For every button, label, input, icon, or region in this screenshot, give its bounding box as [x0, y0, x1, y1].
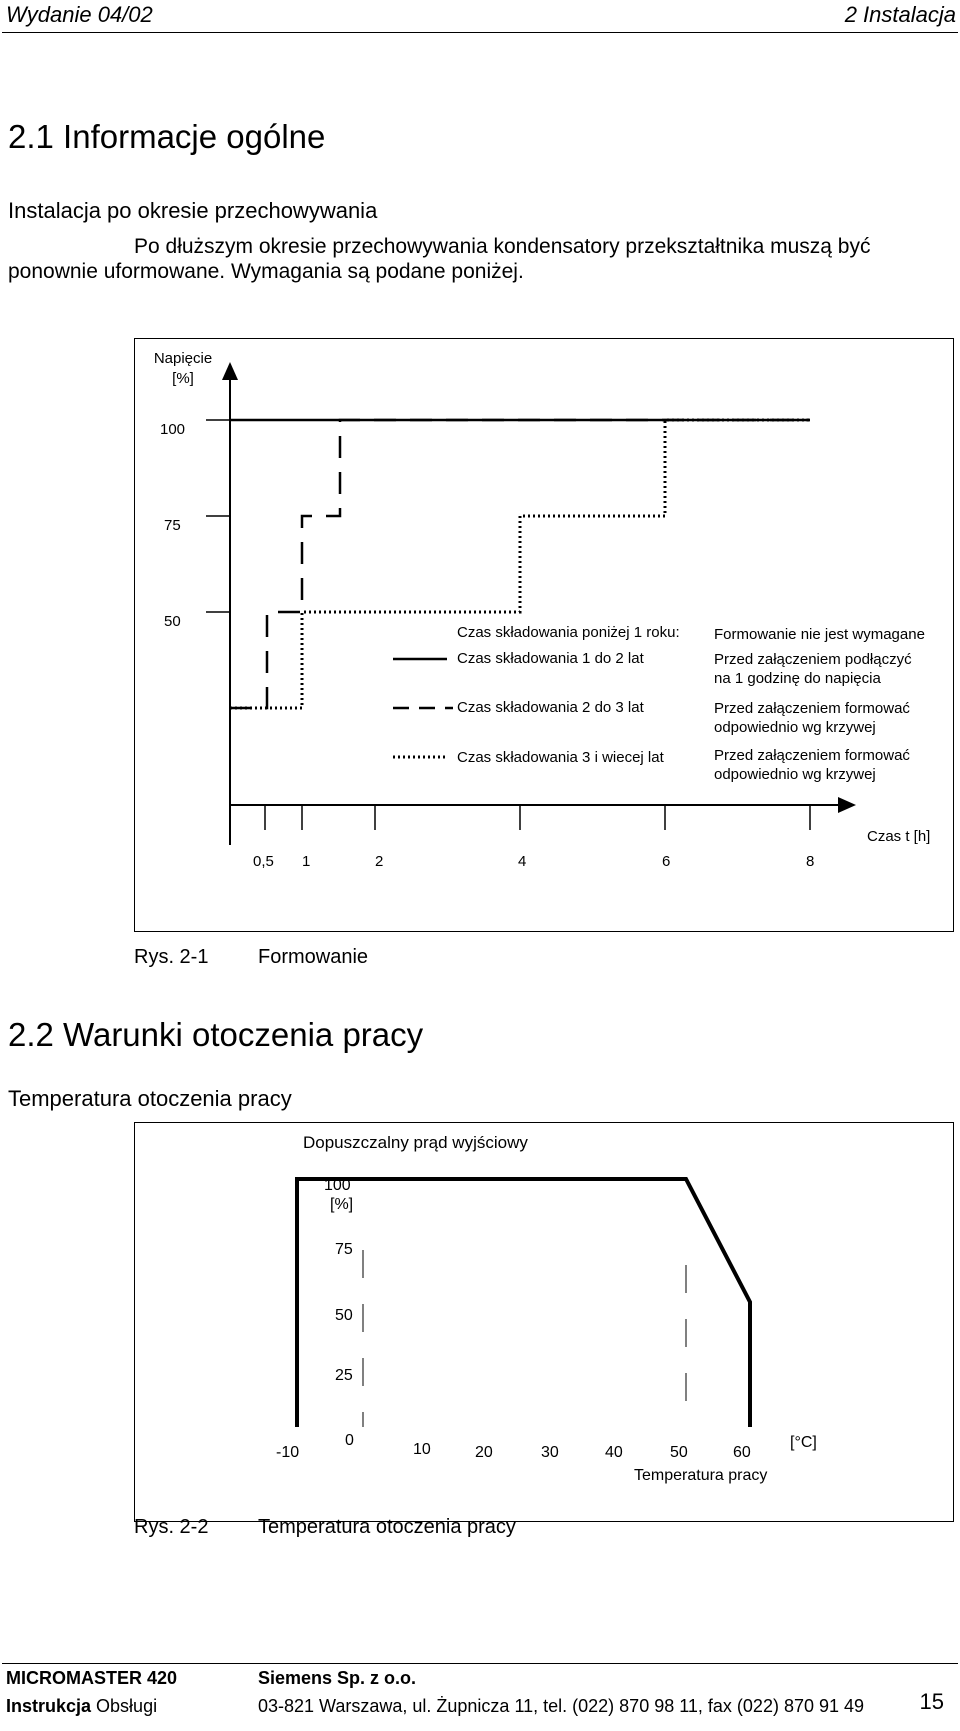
figure2-title: Dopuszczalny prąd wyjściowy [303, 1133, 528, 1152]
footer-address: 03-821 Warszawa, ul. Żupnicza 11, tel. (022) 870 98 11, fax (022) 870 91 49 [258, 1696, 865, 1716]
figure2-caption-number: Rys. 2-2 [134, 1516, 209, 1538]
y2-tick-50: 50 [335, 1307, 353, 1324]
x2-tick-30: 30 [541, 1444, 559, 1461]
legend-row2-left: Czas składowania 1 do 2 lat [457, 650, 644, 667]
y-axis-label-voltage: Napięcie [153, 350, 213, 367]
derating-curve [297, 1179, 750, 1427]
page-number: 15 [919, 1689, 944, 1714]
footer-manual [6, 1696, 157, 1717]
x-tick-8: 8 [806, 853, 815, 870]
x2-tick-20: 20 [475, 1444, 493, 1461]
header-chapter: 2 Instalacja [844, 2, 956, 27]
footer-rule [2, 1663, 958, 1664]
footer-company: Siemens Sp. z o.o. [258, 1668, 417, 1688]
legend-row2-right-1: Przed załączeniem podłączyć [714, 651, 912, 668]
section-heading-2-1: 2.1 Informacje ogólne [8, 118, 326, 155]
y-axis-label-unit: [%] [172, 370, 194, 387]
legend-row1-right: Formowanie nie jest wymagane [714, 626, 925, 643]
paragraph-line-2: ponownie uformowane. Wymagania są podane poniżej. [8, 260, 524, 283]
y2-tick-100: 100 [324, 1177, 351, 1194]
y2-unit: [%] [330, 1196, 354, 1213]
footer-manual-rest: Obsługi [91, 1696, 158, 1716]
section-subheading-storage: Instalacja po okresie przechowywania [8, 198, 378, 223]
legend-row4-right-1: Przed załączeniem formować [714, 747, 910, 764]
x2-tick-60: 60 [733, 1444, 751, 1461]
paragraph-line-1: Po dłuższym okresie przechowywania kondensatory przekształtnika muszą być [134, 235, 871, 258]
figure2-caption-text: Temperatura otoczenia pracy [258, 1516, 516, 1538]
x2-tick-10: 10 [413, 1441, 431, 1458]
y-tick-100: 100 [160, 421, 186, 438]
footer-manual-bold: Instrukcja [6, 1696, 92, 1716]
legend-row4-left: Czas składowania 3 i wiecej lat [457, 749, 664, 766]
x-tick-0-5: 0,5 [253, 853, 274, 870]
x-tick-1: 1 [302, 853, 311, 870]
x-tick-4: 4 [518, 853, 527, 870]
x-tick-6: 6 [662, 853, 671, 870]
y-tick-75: 75 [164, 517, 181, 534]
figure1-caption-number: Rys. 2-1 [134, 946, 209, 968]
x2-tick-50: 50 [670, 1444, 688, 1461]
x-axis-label-time: Czas t [h] [867, 828, 931, 845]
header-edition: Wydanie 04/02 [6, 2, 153, 27]
footer-product: MICROMASTER 420 [6, 1668, 178, 1688]
x2-tick-0: 0 [345, 1432, 354, 1449]
legend-row2-right-2: na 1 godzinę do napięcia [714, 670, 881, 687]
legend-row3-left: Czas składowania 2 do 3 lat [457, 699, 644, 716]
legend-row3-right-2: odpowiednio wg krzywej [714, 719, 876, 736]
x2-unit: [°C] [790, 1434, 817, 1451]
section-subheading-temperature: Temperatura otoczenia pracy [8, 1086, 292, 1111]
section-heading-2-2: 2.2 Warunki otoczenia pracy [8, 1016, 424, 1053]
x-tick-2: 2 [375, 853, 384, 870]
legend-row3-right-1: Przed załączeniem formować [714, 700, 910, 717]
x2-tick-40: 40 [605, 1444, 623, 1461]
x2-tick-minus10: -10 [276, 1444, 300, 1461]
y2-tick-75: 75 [335, 1241, 353, 1258]
figure1-caption-text: Formowanie [258, 946, 369, 968]
legend-row4-right-2: odpowiednio wg krzywej [714, 766, 876, 783]
x2-axis-label: Temperatura pracy [634, 1467, 768, 1484]
y-tick-50: 50 [164, 613, 181, 630]
legend-row1-left: Czas składowania poniżej 1 roku: [457, 624, 680, 641]
y2-tick-25: 25 [335, 1367, 353, 1384]
